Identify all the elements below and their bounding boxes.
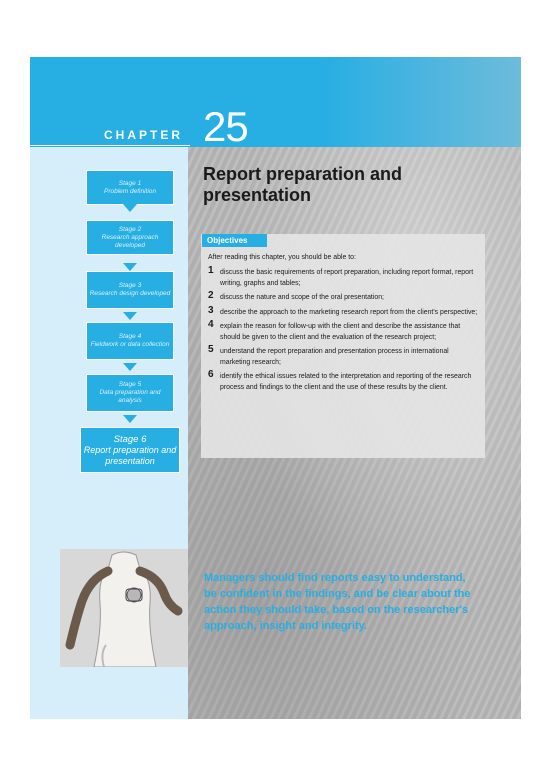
objectives-list [208, 265, 480, 397]
stage-4-name: Fieldwork or data collection [90, 341, 170, 348]
stage-5-box [86, 374, 174, 412]
arrow-down-icon [123, 415, 137, 423]
stage-6-name: Report preparation and presentation [83, 444, 177, 466]
objective-number: 6 [208, 369, 214, 380]
stage-3-name: Research design developed [89, 290, 171, 297]
stage-1-label: Stage 1 [118, 179, 142, 187]
chapter-title: Report preparation and presentation [203, 164, 403, 205]
stage-4-box [86, 322, 174, 360]
objectives-intro: After reading this chapter, you should be able to: [208, 254, 356, 261]
objective-text: discuss the basic requirements of report preparation, including report format, report writing, graphs and tables; [220, 269, 474, 287]
objective-number: 5 [208, 344, 214, 355]
objective-text: explain the reason for follow-up with the client and describe the assistance that should be given to the client and the evaluation of the research project; [220, 323, 461, 341]
objective-item [208, 290, 480, 304]
objective-text: discuss the nature and scope of the oral presentation; [220, 294, 384, 301]
stage-5-label: Stage 5 [118, 381, 142, 388]
objectives-heading: Objectives [202, 234, 267, 247]
objective-item [208, 304, 480, 319]
chapter-label: CHAPTER [104, 128, 184, 142]
objective-item [208, 369, 480, 393]
mannequin-illustration [60, 549, 188, 667]
objective-text: identify the ethical issues related to the interpretation and reporting of the research process and findings to the client and the use of these results by the client. [220, 373, 472, 391]
stage-2-label: Stage 2 [118, 225, 142, 233]
arrow-down-icon [123, 263, 137, 271]
objective-number: 1 [208, 265, 214, 276]
stage-3-box [86, 271, 174, 309]
objective-number: 2 [208, 290, 214, 301]
objective-number: 4 [208, 319, 214, 330]
arrow-down-icon [123, 312, 137, 320]
header-rule [30, 145, 190, 146]
stage-6-label: Stage 6 [113, 433, 147, 445]
stage-2-box [86, 220, 174, 255]
stage-5-name: Data preparation and analysis [99, 389, 161, 404]
stage-4-label: Stage 4 [118, 333, 142, 340]
objective-text: understand the report preparation and presentation process in international marketing research; [220, 348, 449, 366]
stage-3-label: Stage 3 [118, 282, 142, 289]
stage-6-box-current [80, 427, 180, 473]
objective-item [208, 265, 480, 289]
mannequin-photo [60, 549, 188, 667]
arrow-down-icon [123, 204, 137, 212]
arrow-down-icon [123, 363, 137, 371]
stage-1-box [86, 170, 174, 205]
chapter-number: 25 [203, 103, 248, 150]
objective-text: describe the approach to the marketing research report from the client's perspective; [220, 308, 478, 316]
objective-item [208, 319, 480, 343]
pull-quote: Managers should find reports easy to understand, be confident in the findings, and be clear about the action they should take, based on the researcher's approach, insight and integrity. [204, 572, 471, 632]
objective-item [208, 344, 480, 368]
stage-1-name: Problem definition [103, 187, 157, 195]
objective-number: 3 [208, 304, 214, 316]
stage-2-name: Research approach developed [101, 233, 159, 249]
